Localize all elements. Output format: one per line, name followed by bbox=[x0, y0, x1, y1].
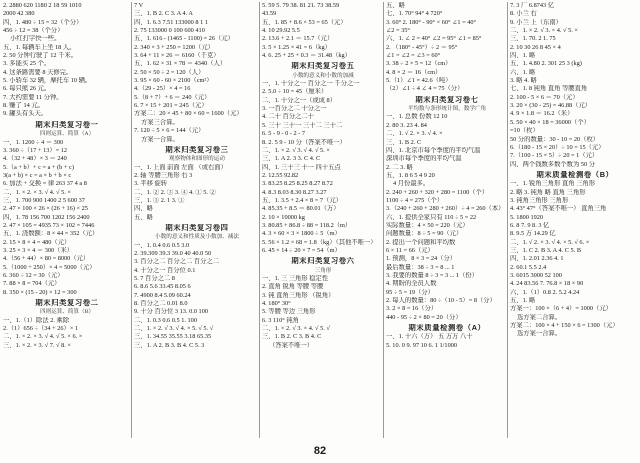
answer-line: 四、1. 2.01 2.36 4. 1 bbox=[510, 255, 564, 263]
answer-line: 六、1. 提供全家只有 110 ÷ 5 = 22 bbox=[386, 213, 477, 221]
answer-line: 5.（1000 + 250）× 4 = 5000（元） bbox=[3, 263, 96, 271]
answer-line: 四、1. 6.3 7.51 133000 8 1 1 bbox=[134, 18, 208, 26]
answer-line: 选方案二合算。 bbox=[517, 313, 562, 321]
answer-line: 问题数量：8 ÷ 5 = 90（元） bbox=[386, 230, 463, 238]
answer-line: 3(a + b) × c = a × b + b × c bbox=[3, 171, 72, 179]
section-subtitle: 小数的意义和性质及小数加、减法 bbox=[155, 234, 239, 241]
answer-line: 三、1. B 2. C bbox=[386, 138, 422, 146]
answer-line: 4. 24 83.56 7. 76.8 × 18 × 90 bbox=[510, 280, 584, 288]
answer-line: 3. 多能买 25 个。 bbox=[3, 60, 51, 68]
answer-line: 8. 赚了 14 元。 bbox=[3, 102, 44, 110]
answer-line: 2. 二 3. 略 bbox=[386, 163, 413, 171]
answer-line: 2. （180° - 45°）÷ 2 ＝ 95° bbox=[386, 43, 458, 51]
section-subtitle: 小数的意义和小数的加减 bbox=[292, 72, 354, 79]
answer-line: 二、1. ② 2. ③ 3. ④ 4. ① 5. ② bbox=[134, 188, 216, 196]
answer-line: 5. 10. 0 9. 97 10 6. 1 1/1000 bbox=[386, 341, 458, 349]
answer-line: 二、1. 0.3 0.6 0.5 1. 100 bbox=[134, 316, 197, 324]
answer-line: 5. 50 × 40 × 18 = 36000（个） bbox=[510, 118, 590, 126]
answer-line: 五、1. 62 × 31 × 78 ＝ 4340（人） bbox=[134, 60, 227, 68]
answer-line: 4. 180° 30° bbox=[262, 300, 291, 308]
answer-line: 5. 1800 1920 bbox=[510, 213, 544, 221]
answer-line: 95 ÷ 5 = 19（分） bbox=[386, 288, 434, 296]
section-heading: 期末归类复习卷五 bbox=[291, 62, 355, 71]
answer-line: 三、1. A 2. B 3. B 4. C 5. 3 bbox=[134, 341, 205, 349]
answer-line: 7. 88 × 8 = 704（元） bbox=[3, 280, 61, 288]
answer-line: 五、1. 略 bbox=[510, 297, 536, 305]
answer-line: 4.（56 + 44）× 80 = 8000（元） bbox=[3, 255, 90, 263]
answer-line: 3. 钝角三角形 三角形 bbox=[510, 196, 569, 204]
answer-line: 5. 59 5. 79 38. 81 21. 73 38.59 bbox=[262, 2, 340, 9]
answer-line: 四、1. 北京市每个季度的平均气温 bbox=[386, 146, 481, 154]
answer-line: 4. 十分之一 百分位 0.1 bbox=[134, 266, 196, 274]
section-heading: 期末归类复习卷七 bbox=[415, 95, 479, 104]
answer-line: 8. 2. 5 9 - 10 分（答案不唯一） bbox=[262, 138, 346, 146]
answer-line: （2）∠1 ÷ 4 ∠ 4 = 75（分） bbox=[386, 85, 464, 93]
answer-line: 4. 43° 47°（答案不唯一） 直角三角 bbox=[510, 205, 607, 213]
answer-line: 7. 4900 8.4 5.09 60.24 bbox=[134, 291, 191, 299]
answer-line: 2. 轴 等腰三角形 右 3 bbox=[134, 171, 193, 179]
answer-line: 7. 大约需要 11 分钟。 bbox=[3, 93, 63, 101]
answer-line: 三、1. B 2. C 3. B 4. C bbox=[262, 333, 322, 341]
section-subtitle: 四则运算、简算（A） bbox=[39, 131, 95, 138]
answer-line: 2000 42 380 bbox=[3, 10, 35, 18]
answer-line: 三、1. 700 900 1400 2 5 600 37 bbox=[3, 196, 85, 204]
answer-line: 3. 25 × 3 × 4 ＝ 300（米） bbox=[3, 246, 74, 254]
answer-line: 3. 360 ÷（17 + 13）= 12 bbox=[3, 146, 68, 154]
column-3 bbox=[259, 2, 384, 438]
answer-line: =10（枚） bbox=[510, 127, 539, 135]
answer-line: 6.（180 - 15 × 20）÷ 10 = 15（元） bbox=[510, 143, 605, 151]
section-heading: 期末归类复习卷三 bbox=[165, 145, 229, 154]
answer-line: 三、1. A 2. 3 3. C 4. C bbox=[262, 155, 321, 163]
answer-line: 2. 60.1 5.5 2.4 bbox=[510, 263, 547, 271]
answer-line: 6. 7 × 15 + 201 = 245（元） bbox=[134, 102, 208, 110]
section-heading: 期末归类复习卷一 bbox=[35, 120, 99, 129]
answer-line: 4. 6. 25 + 25 + 0.3 ＝ 31.48（kg） bbox=[262, 52, 351, 60]
answer-line: 6. 8.6 5.6 33.45 8.05 6 bbox=[134, 283, 191, 291]
answer-line: 1100 ÷ 4 = 275（个） bbox=[386, 196, 444, 204]
column-4 bbox=[383, 2, 508, 438]
answer-line: 一、1. 总数 份数 12 10 bbox=[386, 113, 448, 121]
answer-line: 4. 85.35 + 8.5 ＝ 80.01（万） bbox=[262, 205, 340, 213]
answer-line: 5. 7 百分之二 8 bbox=[134, 275, 175, 282]
answer-line: 9. 十分 百分位 3 13. 0.0 100 bbox=[134, 308, 208, 316]
answer-line: 7. 3 厂 6.8743 亿 bbox=[510, 2, 555, 9]
answer-line: 3. 略 4. 略 bbox=[510, 77, 537, 85]
answer-line: 一、1. 十分之一 百分之一 千分之一 bbox=[262, 80, 360, 88]
section-heading: 期末归类复习卷四 bbox=[165, 223, 229, 232]
answer-line: 四、两个钱数多数个数为 50 分 bbox=[510, 160, 596, 168]
answer-line: 五、1. 616 - (1465 - 1100) = 26（元） bbox=[134, 35, 234, 43]
answer-line: 深圳市每个季度的平均气温 bbox=[386, 155, 462, 163]
answer-line: 六、1. ∠ 2 = 40° ∠2 = 95° ∠1 = 85° bbox=[386, 35, 482, 43]
answer-line: 五、1. 85 + 8.6 × 53 = 65（元） bbox=[262, 18, 347, 26]
answer-line: 选方案一合算。 bbox=[517, 330, 562, 338]
answer-line: 五、1. 8 6 5 4 9 20 bbox=[386, 171, 435, 179]
answer-line: 二、1. √ 2. × 3. √ 4. × bbox=[386, 130, 443, 138]
answer-line: 2. 50 分钟行驶了 12 千米。 bbox=[3, 52, 77, 60]
answer-line: 五、1. 每辆车上坐 18 人。 bbox=[3, 43, 76, 51]
answer-line: 2. 略 3. 钝角 略 直角 三角形 bbox=[510, 188, 586, 196]
answer-line: 4. 10 29.92 5.5 bbox=[262, 27, 300, 35]
answer-line: 8. 小兰 右 bbox=[510, 10, 537, 18]
answer-line: 4. 9 × 1.8 ＝ 16.2（米） bbox=[510, 110, 574, 118]
answer-line: 3. 80.85 + 86.8 ÷ 88 = 118.2（m） bbox=[262, 221, 352, 229]
section-heading: 期末归类复习卷二 bbox=[35, 299, 99, 308]
answer-line: 二、1. 十分之一（或成 8） bbox=[262, 96, 336, 104]
answer-line: 2. 50 × 50 ÷ 2 = 120（人） bbox=[134, 68, 205, 76]
answer-line: 4. 3 × 60 × 3 × 1800 ÷ 5（m） bbox=[262, 230, 341, 238]
answer-line: 二、1. × 2. × 3. √ 4. √ 5. × bbox=[3, 188, 71, 196]
answer-line: 3. 20 × (30 - 25) = 46.88（元） bbox=[510, 102, 592, 110]
answer-line: 3. 60° 2. 180° - 90° × 60° ∠1 = 40° bbox=[386, 18, 477, 26]
answer-line: 4. 8 × 2 ＝ 16（cm） bbox=[386, 68, 442, 76]
answer-line: 2. 12.55 92.82 bbox=[262, 171, 299, 179]
answer-line: 七、1. 70° 94° 4 720° bbox=[386, 10, 443, 18]
answer-line: 9. 小兰 上（东南） bbox=[510, 18, 562, 26]
answer-line: 2. 每人的数量：80 ÷（10 - 5）= 8（分） bbox=[386, 297, 496, 305]
section-subtitle: 四则运算、简算（B） bbox=[39, 309, 95, 316]
answer-line: 3. 38 ÷ 2 × 5 = 12（cm） bbox=[386, 60, 452, 68]
answer-line: 一、1.（1）除法 2. 乘除 bbox=[3, 316, 70, 324]
answer-line: 1. 预测，8 × 3 = 24（分） bbox=[386, 255, 457, 263]
answer-line: 6. 360 ÷ 12 = 30（元） bbox=[3, 272, 64, 279]
answer-line: 方案三合算。 bbox=[141, 118, 179, 126]
answer-line: 六、1.（1）0.8 2. 5.2 4.24 bbox=[510, 288, 580, 296]
answer-line: 2. 提出一个问题和平均数 bbox=[386, 238, 456, 246]
answer-line: 3. 钝 直角三角形 （锐角） bbox=[262, 291, 335, 299]
answer-line: 方案二：100 × 4 + 150 × 6 = 1300（元） bbox=[510, 322, 619, 330]
answer-line: 4.（29 - 25）× 4 = 16 bbox=[134, 85, 191, 93]
answer-line: 2. 直角 锐角 等腰 等腰 bbox=[262, 283, 324, 291]
answer-line: 3. 64 + 11 × 26 ＝ 6160（千克） bbox=[134, 52, 220, 60]
column-2 bbox=[131, 2, 260, 438]
answer-line: 2. 10 × 10000 kg bbox=[262, 213, 305, 221]
answer-line: 五、1. 3.5 + 2.4 × 8 = 7（元） bbox=[262, 196, 342, 204]
answer-line: 一、1. 上面 前面 左面 （或右面） bbox=[134, 163, 227, 171]
answer-line: ∠2 = 35° bbox=[386, 27, 410, 35]
section-subtitle: 平均数与条形统计图，数学广角 bbox=[407, 106, 487, 113]
answer-line: 4. 二十 百分之二十 bbox=[262, 113, 314, 121]
answer-line: 2. 80 3. 23 4. 84 bbox=[386, 121, 427, 129]
answer-line: 440 - 95 ÷ 2 × 80 = 20（分） bbox=[386, 313, 462, 321]
answer-line: 二、1. × 2. × 3. √ 4. √ 5. × 6. × bbox=[3, 333, 83, 341]
answer-line: 3. 2 × 8 = 16（分） bbox=[386, 305, 438, 313]
answer-line: 8. 百分之二 0.01 8.0 bbox=[134, 300, 188, 308]
answer-line: 3. 我要的数量 8 ÷ 3 = 3 ... 1（份） bbox=[386, 272, 479, 279]
answer-line: 7.（100 - 15 × 5）÷ 20 = 1（元） bbox=[510, 152, 599, 160]
answer-line: 2. 47 × 105 = 4935 73 × 102 = 7446 bbox=[3, 221, 95, 229]
answer-line: 一、1. 三 三角形 稳定性 bbox=[262, 275, 329, 282]
answer-line: 43.59 bbox=[262, 10, 277, 18]
answer-line: 二、1. × 2. √ 3. √ 4. × 5. √ 5. √ bbox=[134, 325, 214, 333]
answer-line: 四、1. 480 ÷ 15 = 32（个分） bbox=[3, 18, 83, 26]
answer-line: 6. 5 - 9 - 0 - 2 - 7 bbox=[262, 130, 306, 138]
answer-line: 三、1. B 2. C 3. A 4. A bbox=[134, 10, 193, 18]
answer-line: 5.（a + b）+ c = a + (b + c) bbox=[3, 163, 74, 171]
answer-line: 三、1. C 2. B 3. A 4. C 5. B bbox=[510, 246, 582, 254]
answer-line: 7 V bbox=[134, 2, 144, 9]
answer-line: 5. 56 × 1.2 × 68 = 1.8（kg）（其他不唯一） bbox=[262, 238, 377, 246]
answer-line: 4. 期盼的全员人数 bbox=[386, 280, 437, 288]
answer-line: 2. 10 30 26 8 45 × 4 bbox=[510, 43, 561, 51]
answer-line: 六、1. 略 bbox=[510, 68, 536, 76]
answer-line: 五、1. 浇数额：8 × 44 = 352（元） bbox=[3, 230, 99, 238]
answer-line: 四、1. 78 156 700 1202 156 2400 bbox=[3, 213, 90, 221]
answer-line: 6 × 11 = 66（元） bbox=[386, 246, 434, 254]
answer-line: 2. 2880 620 1180 2 18 59 1010 bbox=[3, 2, 82, 9]
answer-line: 四、略 bbox=[134, 205, 153, 213]
answer-line: 一、1. 十六（万） 五 万万 八十 bbox=[386, 333, 473, 341]
answer-line: ∠1 = ∠2 = ∠3 = 60° bbox=[386, 52, 441, 60]
answer-line: 7. 120 ÷ 5 × 6 = 144（元） bbox=[134, 127, 205, 135]
answer-line: （答案不唯一） bbox=[269, 341, 314, 349]
answer-line: 二、1. × 2. √ 3. × 4. √ 5. × bbox=[510, 27, 578, 35]
column-1 bbox=[1, 2, 131, 438]
answer-line: 最后数量：38 ÷ 3 = 8 ... 1 bbox=[386, 263, 455, 271]
answer-line: 小红打字快一些。 bbox=[10, 35, 61, 43]
answer-line: 2. 340 × 3 + 250 = 1200（元） bbox=[134, 43, 214, 51]
answer-line: 6. 每只熊 26 元。 bbox=[3, 85, 51, 93]
section-subtitle: 三角形 bbox=[314, 267, 332, 274]
section-heading: 期末质量检测卷（B） bbox=[536, 170, 614, 179]
answer-line: 二、1. √ 2. × 3. √ 4. × 5. √ 6. × bbox=[510, 238, 590, 246]
answer-line: 2.（1）656 ÷（34 + 26）× 1 bbox=[3, 325, 79, 333]
answer-line: 3.（240 + 260 + 280 + 260）÷ 4 = 260（本） bbox=[386, 205, 505, 213]
answer-line: 2. 47 × 100 × 26 × (26 + 16) × 25 bbox=[3, 205, 88, 213]
answer-line: 6. 8 7. 9 8. 3 亿 bbox=[510, 221, 550, 229]
answer-line: 3. 5 × 1.25 × 41 = 6（kg） bbox=[262, 43, 331, 51]
answer-line: 4. 这条路需要 8 天修完。 bbox=[3, 68, 73, 76]
answer-line: 二、1. × 2. √ 3. × 4. √ 5. √ bbox=[262, 325, 330, 333]
answer-line: 三、1. × 2. × 3. √ 7. √ 8. × bbox=[3, 341, 71, 349]
answer-line: 4.（32 + 48）× 3 ＝ 240 bbox=[3, 155, 67, 163]
answer-line: 一、1. 1200 ÷ 4 ＝ 300 bbox=[3, 138, 64, 146]
answer-line: 5.（1）∠1 = 42.6（吨） bbox=[386, 77, 452, 85]
answer-line: 4. 8.3 8.03 8.30 8.27 3.27 bbox=[262, 188, 327, 196]
answer-line: 8. 9.5 万 14.29 亿 bbox=[510, 230, 556, 238]
answer-line: 2. 240 + 260 + 320 + 280 = 1100（个） bbox=[386, 188, 489, 196]
section-heading: 期末质量检测卷（A） bbox=[408, 324, 486, 333]
answer-line: 3. 百分之二 百分之二 百分之二 bbox=[134, 258, 220, 266]
answer-line: 2. 5.0 ÷ 10 = 45（厘米） bbox=[262, 88, 328, 96]
answer-line: 三、1. 34.55 35.55 3.18 65.35 bbox=[134, 333, 212, 341]
answer-line: 6. 45 × 14 ÷ 20 × 7 = 54（m） bbox=[262, 246, 341, 254]
column-5 bbox=[507, 2, 640, 438]
answer-line: 3. 83.25 8.25 8.25 8.27 8.72 bbox=[262, 180, 333, 188]
answer-line: 七、1. 8 钝角 直角 等腰直角 bbox=[510, 85, 588, 93]
answer-line: 五、略 bbox=[386, 2, 405, 9]
answer-line: 3. 一百分之二 十分之一 bbox=[262, 105, 327, 113]
answer-line: 三、1. ③ 2. 1 3. ① bbox=[134, 196, 185, 204]
answer-line: 5. 小轿车 32 辆，摩托车 10 辆。 bbox=[3, 77, 92, 85]
answer-line: 2. 100 - 5 × 6 ＝ 70（元） bbox=[510, 93, 579, 101]
answer-line: 方案一合算。 bbox=[141, 135, 179, 143]
section-subtitle: 观察物体和图形的运动 bbox=[169, 156, 225, 163]
answer-line: 一、1. 锐角三角形 直角 三角形 bbox=[510, 180, 596, 188]
section-heading: 期末归类复习卷六 bbox=[291, 257, 355, 266]
answer-line: 五、略 bbox=[134, 213, 153, 221]
answer-line: 3. 95 × 60 - 60 × 2100（cm²） bbox=[134, 77, 213, 85]
answer-line: 三、1. 70. 2 1. 75 bbox=[510, 35, 556, 43]
answer-line: 6. 加法 + 交换 = 律 263 37 4 a 8 bbox=[3, 180, 87, 188]
answer-line: 6. 3 110° 钝角 bbox=[262, 316, 299, 324]
answer-line: 5.（8 + 7）+ 6 ＝ 240（元） bbox=[134, 93, 211, 101]
answer-line: 一、1. 0.4 0.6 0.5 3.0 bbox=[134, 241, 190, 249]
answer-line: 3. 平移 旋转 bbox=[134, 180, 168, 188]
answer-line: 5. 三十 三十一 三十二 三十二 bbox=[262, 121, 343, 129]
answer-line: 五、1. 4.80 2. 301 25 3 (kg) bbox=[510, 60, 582, 68]
answer-line: 4 月份最多。 bbox=[393, 180, 430, 188]
answer-line: 2. 75 133000 0 100 600 410 bbox=[134, 27, 205, 35]
answer-line: 9. 罐头有头天。 bbox=[3, 110, 48, 118]
answer-line: 50 分的数量：30 - 10 = 20（枚） bbox=[510, 135, 600, 143]
answer-line: 3. 6015 3000 52 100 bbox=[510, 272, 562, 279]
answer-line: 方案二：20 × 45 + 80 × 60 = 1600（元） bbox=[134, 110, 243, 118]
answer-line: 5. 等腰 等边 三角形 bbox=[262, 308, 316, 316]
answer-line: 四、1. 三十三 十一 四十五点 bbox=[262, 163, 341, 171]
answer-line: 2. 39.309 39.3 39.0 40 40.0 50 bbox=[134, 249, 212, 257]
answer-line: 2. 13.6 + 2.1 ＝ 15.7（元） bbox=[262, 35, 334, 43]
answer-line: 四、1. 略 bbox=[510, 52, 536, 60]
answer-line: 8. 350 × (15 - 20) × 12 = 300 bbox=[3, 288, 77, 296]
page-number: 82 bbox=[313, 445, 327, 457]
answer-line: 二、1. × 2. √ 3. √ 4. √ 5. × bbox=[262, 146, 330, 154]
answer-line: 实际数量：4 × 50 = 220（元） bbox=[386, 221, 469, 229]
answer-line: 456 ÷ 12 = 38（个分） bbox=[3, 27, 64, 35]
answer-line: 方案一：100 ×（6 + 4）= 1000（元） bbox=[510, 305, 612, 313]
answer-line: 2. 15 × 8 × 4 = 480（元） bbox=[3, 238, 71, 246]
